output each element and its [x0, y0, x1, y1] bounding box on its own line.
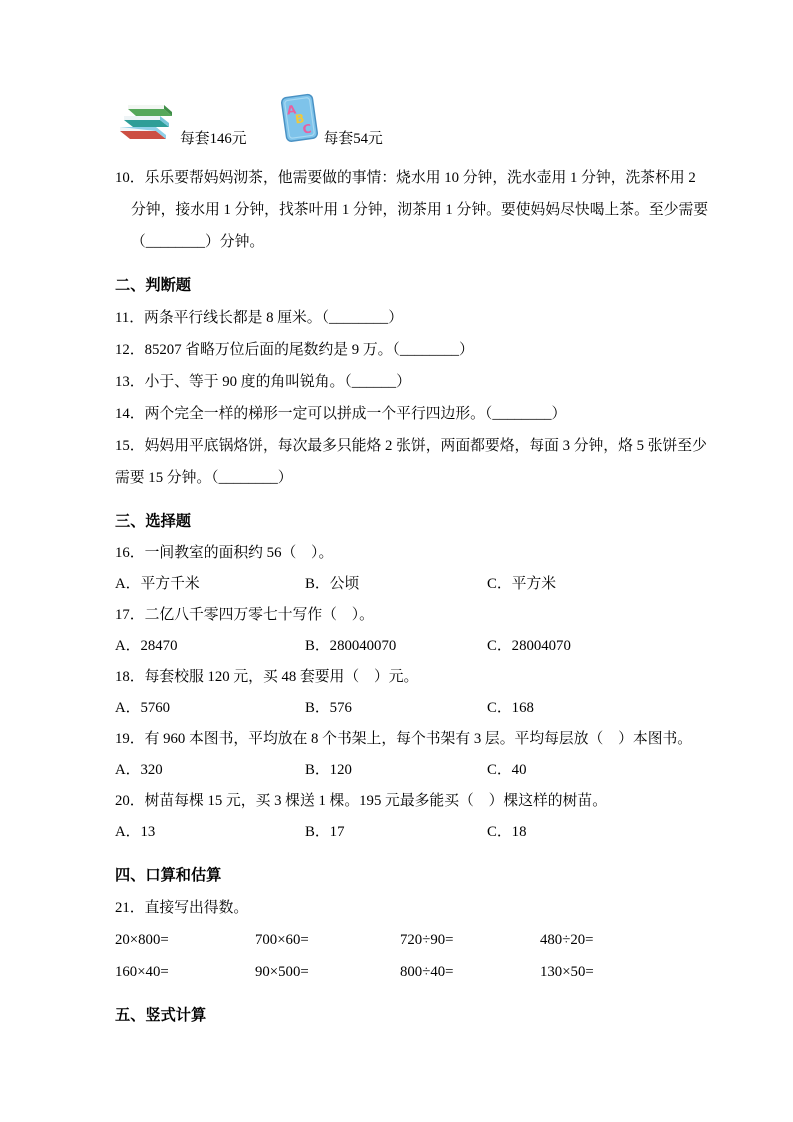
choice-options — [115, 631, 685, 662]
choice-option: A．28470 — [115, 638, 178, 654]
abc-book-price-caption: 每套54元 — [323, 131, 383, 147]
abc-book-icon — [277, 92, 321, 149]
oral-calc-section-heading: 四、口算和估算 — [115, 867, 222, 884]
calc-expression: 480÷20= — [540, 932, 594, 948]
judgement-question-12 — [115, 334, 685, 366]
choice-option: A．13 — [115, 824, 156, 840]
choice-section-heading: 三、选择题 — [115, 513, 191, 530]
choice-option: C．40 — [487, 762, 527, 778]
abc-book-item — [277, 92, 383, 149]
vertical-calc-section-heading: 五、竖式计算 — [115, 1007, 207, 1024]
choice-option: B．公顷 — [305, 576, 360, 592]
question-line: 11．两条平行线长都是 8 厘米。（________） — [115, 310, 403, 326]
choice-question-text: 18．每套校服 120 元，买 48 套要用（ ）元。 — [115, 669, 419, 685]
books-stack-icon — [115, 98, 177, 149]
svg-text:B: B — [293, 111, 305, 127]
choice-options — [115, 755, 685, 786]
choice-option: C．18 — [487, 824, 527, 840]
choice-options — [115, 569, 685, 600]
calc-expression: 700×60= — [255, 932, 309, 948]
question-10 — [115, 162, 709, 258]
choice-option: B．280040070 — [305, 638, 397, 654]
choice-option: B．120 — [305, 762, 352, 778]
question-21-label: 21．直接写出得数。 — [115, 900, 249, 916]
judgement-question-11 — [115, 302, 685, 334]
calc-expression: 160×40= — [115, 964, 169, 980]
question-line: 10．乐乐要帮妈妈沏茶，他需要做的事情：烧水用 10 分钟，洗水壶用 1 分钟，洗茶杯用 2 — [115, 170, 696, 186]
choice-question-19 — [115, 724, 693, 786]
choice-question-text: 19．有 960 本图书，平均放在 8 个书架上，每个书架有 3 层。平均每层放（ ）本图书。 — [115, 731, 693, 747]
calc-expression: 800÷40= — [400, 964, 454, 980]
choice-option: A．平方千米 — [115, 576, 200, 592]
judgement-question-13 — [115, 366, 685, 398]
choice-options — [115, 817, 685, 848]
calc-expression: 20×800= — [115, 932, 169, 948]
choice-option: C．28004070 — [487, 638, 571, 654]
choice-option: C．平方米 — [487, 576, 557, 592]
judgement-question-14 — [115, 398, 685, 430]
question-line: 13．小于、等于 90 度的角叫锐角。（______） — [115, 374, 411, 390]
books-price-caption: 每套146元 — [180, 131, 247, 147]
calc-expression: 130×50= — [540, 964, 594, 980]
svg-text:A: A — [285, 102, 297, 118]
calc-expression: 90×500= — [255, 964, 309, 980]
question-line: （________）分钟。 — [131, 234, 265, 250]
question-line: 12．85207 省略万位后面的尾数约是 9 万。（________） — [115, 342, 474, 358]
judgement-section-heading: 二、判断题 — [115, 277, 191, 294]
books-item — [115, 98, 247, 149]
question-line: 需要 15 分钟。（________） — [115, 470, 293, 486]
choice-option: B．576 — [305, 700, 352, 716]
choice-options — [115, 693, 685, 724]
calc-expression: 720÷90= — [400, 932, 454, 948]
calc-row — [115, 924, 685, 956]
choice-question-18 — [115, 662, 685, 724]
choice-option: C．168 — [487, 700, 534, 716]
choice-option: A．320 — [115, 762, 163, 778]
choice-question-text: 16．一间教室的面积约 56（ ）。 — [115, 545, 334, 561]
question-line: 14．两个完全一样的梯形一定可以拼成一个平行四边形。（________） — [115, 406, 567, 422]
choice-option: A．5760 — [115, 700, 171, 716]
choice-question-text: 17．二亿八千零四万零七十写作（ ）。 — [115, 607, 374, 623]
svg-text:C: C — [301, 121, 312, 137]
judgement-question-15 — [115, 430, 707, 494]
calc-row — [115, 956, 685, 988]
choice-question-text: 20．树苗每棵 15 元，买 3 棵送 1 棵。195 元最多能买（ ）棵这样的树苗。 — [115, 793, 607, 809]
choice-question-20 — [115, 786, 685, 848]
choice-question-16 — [115, 538, 685, 600]
choice-question-17 — [115, 600, 685, 662]
question-line: 15．妈妈用平底锅烙饼，每次最多只能烙 2 张饼，两面都要烙，每面 3 分钟，烙 5 张饼至少 — [115, 438, 707, 454]
question-line: 分钟，接水用 1 分钟，找茶叶用 1 分钟，沏茶用 1 分钟。要使妈妈尽快喝上茶。至少需要 — [131, 202, 709, 218]
choice-option: B．17 — [305, 824, 345, 840]
item-images-row — [115, 95, 685, 149]
worksheet-content — [115, 0, 709, 1032]
